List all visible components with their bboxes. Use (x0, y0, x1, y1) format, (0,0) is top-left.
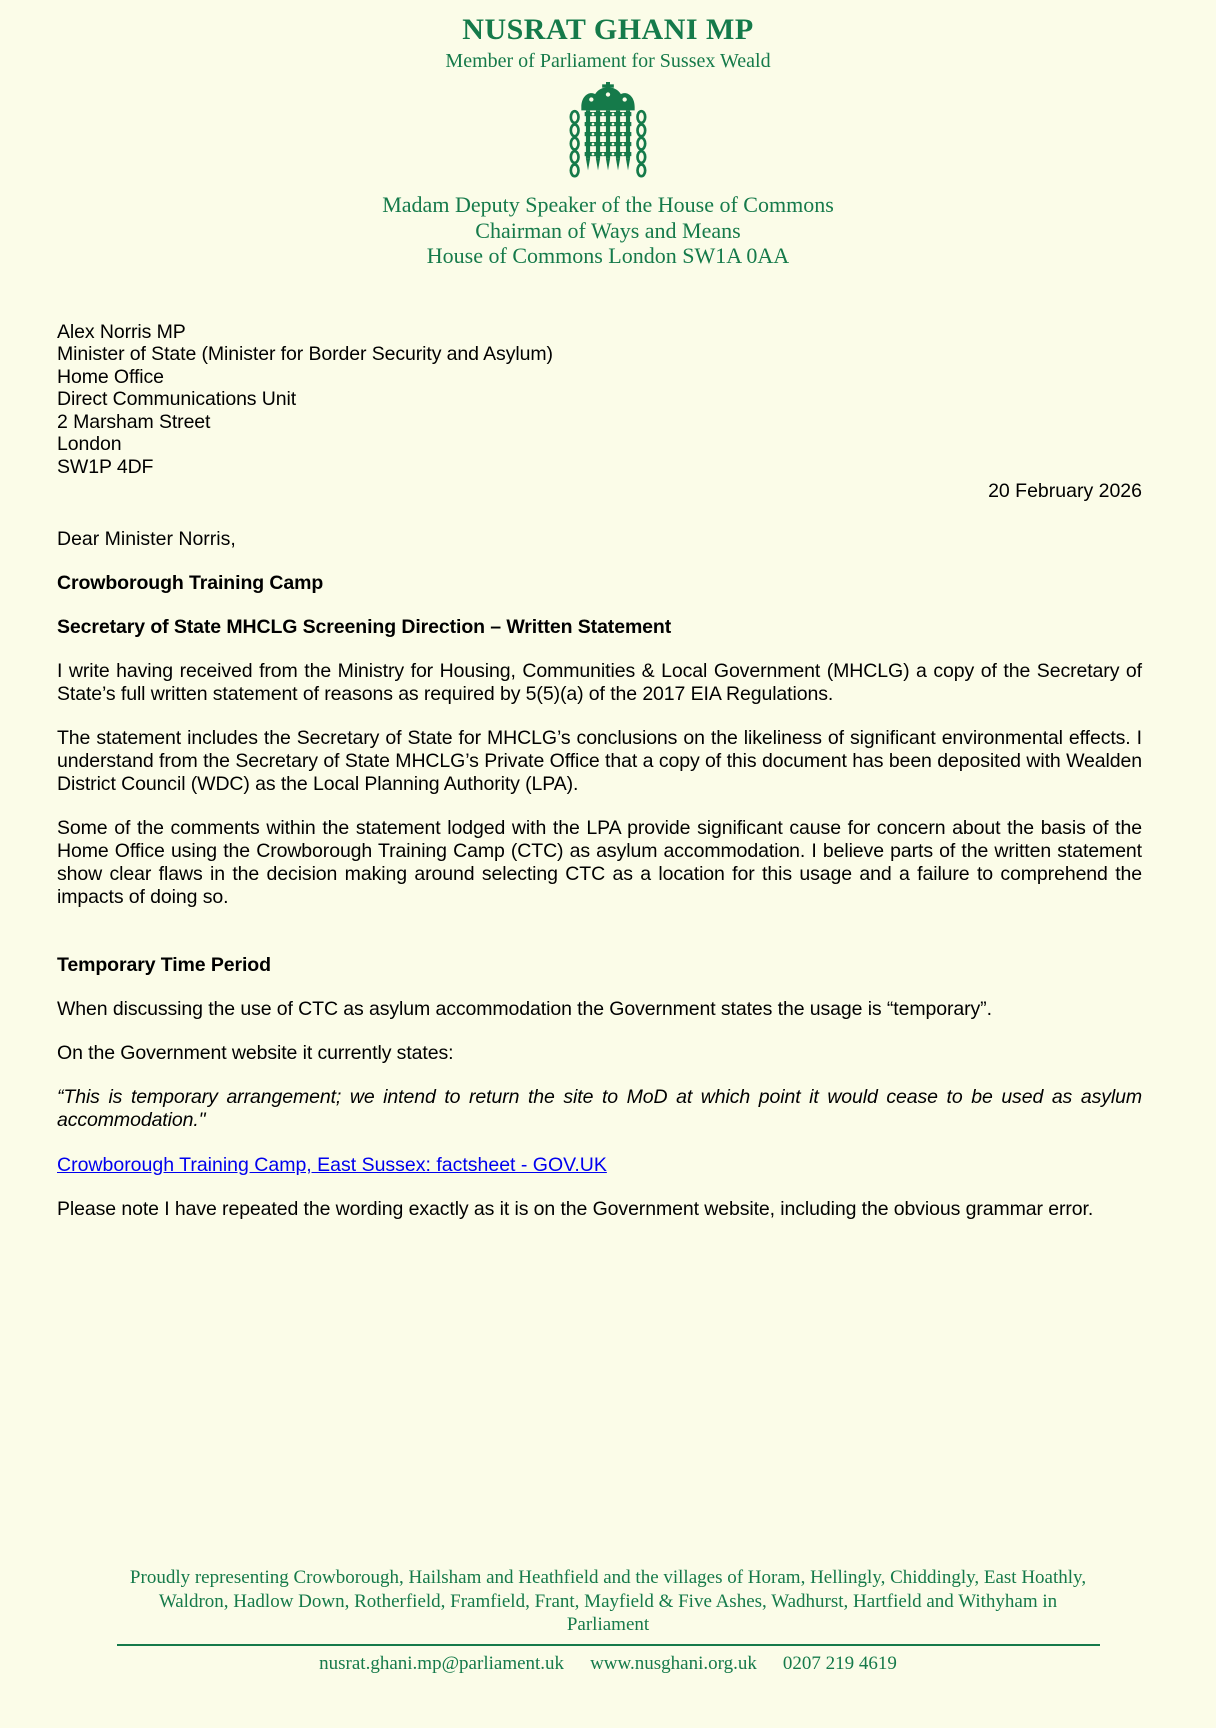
paragraph-1: I write having received from the Ministry for Housing, Communities & Local Government (MHCLG) a copy of the Secretary of State’s full written statement of reasons as required by 5(5)(a) of the 2017 EIA Regulations. (57, 660, 1142, 705)
subject-line-1: Crowborough Training Camp (57, 572, 324, 594)
letter-date: 20 February 2026 (988, 480, 1142, 502)
government-website-quote: “This is temporary arrangement; we intend to return the site to MoD at which point it would cease to be used as asylum accommodation." (57, 1086, 1142, 1131)
paragraph-2: The statement includes the Secretary of State for MHCLG’s conclusions on the likeliness of significant environmental effects. I understand from the Secretary of State MHCLG’s Private Office that a copy of this document has been deposited with Wealden District Council (WDC) as the Local Planning Authority (LPA). (57, 727, 1142, 795)
paragraph-3: Some of the comments within the statement lodged with the LPA provide significant cause for concern about the basis of the Home Office using the Crowborough Training Camp (CTC) as asylum accommodation. I believe parts of the written statement show clear flaws in the decision making around selecting CTC as a location for this usage and a failure to comprehend the impacts of doing so. (57, 817, 1142, 908)
role-line-chairman: Chairman of Ways and Means (475, 217, 741, 243)
recipient-postcode: SW1P 4DF (57, 455, 154, 478)
recipient-address (57, 321, 1142, 479)
letter-body (0, 321, 1216, 1222)
letterhead (0, 0, 1216, 269)
salutation: Dear Minister Norris, (57, 528, 236, 550)
paragraph-5: On the Government website it currently states: (57, 1042, 454, 1064)
paragraph-4: When discussing the use of CTC as asylum accommodation the Government states the usage is “temporary”. (57, 998, 992, 1020)
footer-contact-line (0, 1652, 1216, 1675)
paragraph-6: Please note I have repeated the wording exactly as it is on the Government website, including the obvious grammar error. (57, 1198, 1094, 1220)
mp-name: NUSRAT GHANI MP (462, 13, 754, 46)
footer-email: nusrat.ghani.mp@parliament.uk (319, 1652, 565, 1674)
footer-representing-text: Proudly representing Crowborough, Hailsham and Heathfield and the villages of Horam, Hellingly, Chiddingly, East Hoathly, Waldron, Hadlow Down, Rotherfield, Framfield, Frant, Mayfield & Five Ashes, Wadhurst, Hartfield and Withyham in Parliament (129, 1567, 1087, 1635)
subject-line-2: Secretary of State MHCLG Screening Direction – Written Statement (57, 616, 672, 638)
factsheet-link-line (57, 1154, 1142, 1177)
letterhead-roles (0, 192, 1216, 269)
portcullis-icon (0, 82, 1216, 182)
page-footer (0, 1566, 1216, 1675)
role-line-deputy-speaker: Madam Deputy Speaker of the House of Commons (382, 192, 834, 217)
recipient-unit: Direct Communications Unit (57, 388, 297, 410)
factsheet-link[interactable]: Crowborough Training Camp, East Sussex: factsheet - GOV.UK (57, 1154, 607, 1176)
recipient-department: Home Office (57, 365, 164, 388)
recipient-title: Minister of State (Minister for Border Security and Asylum) (57, 343, 553, 365)
recipient-name: Alex Norris MP (57, 320, 186, 343)
role-line-address: House of Commons London SW1A 0AA (426, 243, 790, 268)
mp-subtitle: Member of Parliament for Sussex Weald (445, 50, 771, 72)
footer-website: www.nusghani.org.uk (590, 1652, 757, 1674)
section-heading-temporary-time-period: Temporary Time Period (57, 954, 271, 976)
footer-phone: 0207 219 4619 (782, 1652, 897, 1674)
footer-divider (117, 1644, 1100, 1646)
recipient-street: 2 Marsham Street (57, 410, 211, 433)
recipient-city: London (57, 433, 122, 455)
